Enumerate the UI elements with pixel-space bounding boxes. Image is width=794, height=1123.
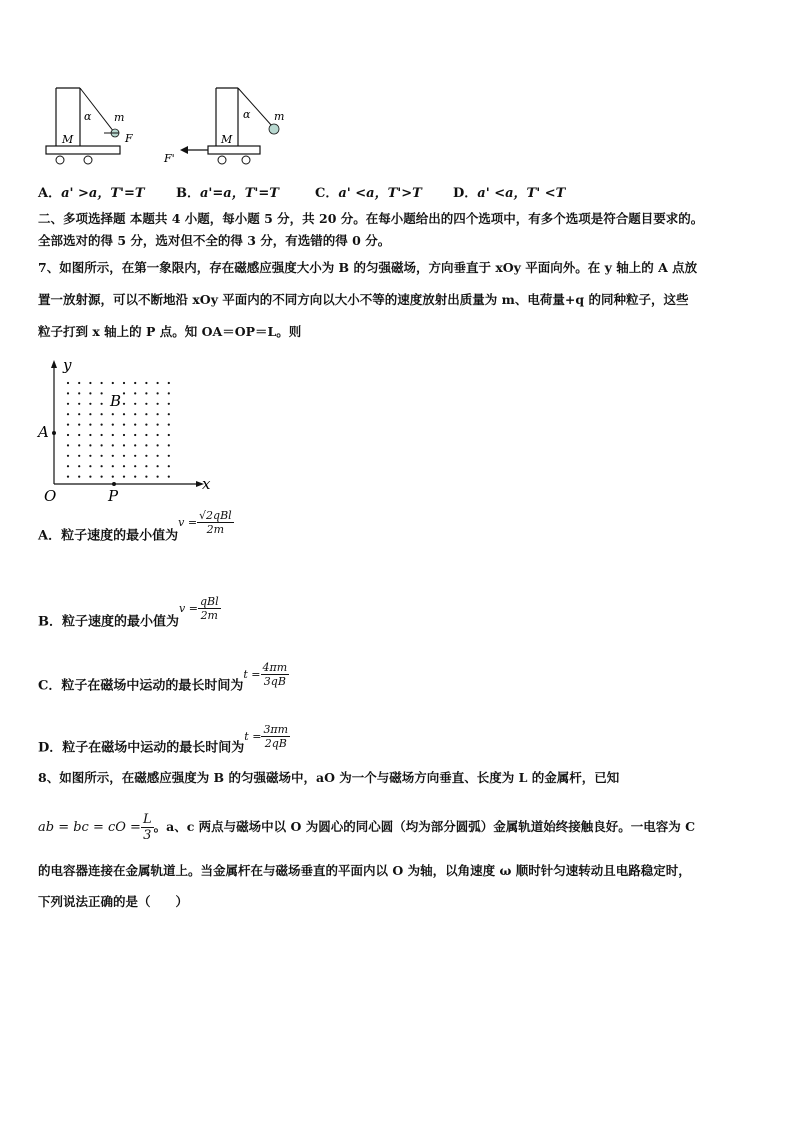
q8-stem-line3: 的电容器连接在金属轨道上。当金属杆在与磁场垂直的平面内以 O 为轴，以角速度 ω 顺时针匀速转动且电路稳定时，	[38, 863, 691, 878]
left-m-label: m	[114, 111, 125, 124]
field-dot	[101, 465, 103, 467]
field-dot	[157, 476, 159, 478]
field-dot	[101, 403, 103, 405]
field-dot	[67, 413, 69, 415]
q7-option-b[interactable]: B．粒子速度的最小值为 v = $\frac{\text{qBl}}{2m}$	[38, 595, 219, 630]
field-dot	[78, 424, 80, 426]
q6-option-b[interactable]: B．a'=a，T'=T	[176, 186, 279, 201]
field-dot	[145, 476, 147, 478]
field-dot	[78, 476, 80, 478]
left-F-label: F	[125, 132, 133, 145]
field-dot	[89, 455, 91, 457]
field-dot	[101, 476, 103, 478]
origin-label: O	[44, 487, 57, 504]
q7a-lhs: v =	[178, 515, 198, 529]
field-dot	[101, 434, 103, 436]
field-dot	[89, 382, 91, 384]
field-dot	[134, 392, 136, 394]
q7-stem-line3: 粒子打到 x 轴上的 P 点。知 OA＝OP＝L。则	[38, 324, 302, 339]
left-cart-diagram	[46, 88, 133, 164]
y-axis-label: y	[63, 356, 72, 374]
q7c-numerator: 4πm	[262, 661, 288, 674]
field-dot	[157, 424, 159, 426]
field-dot	[134, 382, 136, 384]
q7d-lhs: t =	[244, 729, 262, 743]
right-M-label: M	[221, 133, 233, 146]
field-dot	[134, 434, 136, 436]
field-dot	[157, 444, 159, 446]
field-dot	[157, 465, 159, 467]
q7d-denominator: 2qB	[264, 737, 287, 750]
field-dot	[168, 382, 170, 384]
field-dot	[78, 444, 80, 446]
field-dot	[168, 403, 170, 405]
field-dot	[168, 465, 170, 467]
field-dot	[134, 476, 136, 478]
field-dot	[112, 413, 114, 415]
field-dot	[112, 382, 114, 384]
q7d-numerator: 3πm	[263, 723, 289, 736]
field-dot	[78, 465, 80, 467]
field-dot	[145, 465, 147, 467]
field-dot	[78, 403, 80, 405]
field-dot	[89, 413, 91, 415]
field-dot	[78, 455, 80, 457]
q7c-lhs: t =	[243, 667, 261, 681]
field-dot	[78, 382, 80, 384]
field-dot	[89, 392, 91, 394]
right-cart-diagram	[163, 88, 284, 165]
field-dot	[157, 413, 159, 415]
q7c-denominator: 3qB	[263, 675, 286, 688]
field-dot	[145, 455, 147, 457]
field-dot	[112, 434, 114, 436]
field-dot	[134, 465, 136, 467]
field-dot	[101, 455, 103, 457]
section2-instructions-line1: 二、多项选择题 本题共 4 小题，每小题 5 分，共 20 分。在每小题给出的四个选项中，有多个选项是符合题目要求的。	[38, 211, 704, 226]
field-dot	[123, 476, 125, 478]
field-dot	[123, 434, 125, 436]
field-dot	[101, 382, 103, 384]
left-alpha-label: α	[84, 110, 92, 123]
field-dot	[89, 444, 91, 446]
q7-option-a[interactable]: A．粒子速度的最小值为 v = $\frac{\text{√2qBl}}{2m}$	[38, 509, 232, 544]
field-dot	[89, 465, 91, 467]
field-dot	[101, 424, 103, 426]
q7-stem-line2: 置一放射源，可以不断地沿 xOy 平面内的不同方向以大小不等的速度放射出质量为 m、电荷量+q 的同种粒子，这些	[38, 292, 689, 307]
field-dot	[168, 444, 170, 446]
field-dot	[168, 434, 170, 436]
point-a-label: A	[38, 423, 49, 441]
left-M-label: M	[62, 133, 74, 146]
field-dot	[145, 444, 147, 446]
field-dot	[67, 455, 69, 457]
field-dot	[89, 434, 91, 436]
field-dot	[67, 392, 69, 394]
field-dot	[145, 403, 147, 405]
field-dot	[134, 455, 136, 457]
field-dot	[112, 444, 114, 446]
field-b-label: B	[110, 392, 122, 410]
field-dot	[67, 476, 69, 478]
q7-option-d[interactable]: D．粒子在磁场中运动的最长时间为 t = $\frac{3\pi m}{2qB}$	[38, 723, 289, 756]
field-dot	[123, 392, 125, 394]
field-dot	[145, 434, 147, 436]
q6-option-d[interactable]: D．a' <a，T' <T	[453, 186, 566, 201]
field-dot	[145, 382, 147, 384]
point-p-label: P	[108, 487, 119, 504]
q8-stem-line4: 下列说法正确的是（ ）	[38, 894, 189, 909]
field-dot	[145, 424, 147, 426]
field-dot	[134, 413, 136, 415]
field-dot	[134, 424, 136, 426]
q7a-numerator: √2qBl	[199, 509, 232, 522]
q7-stem-line1: 7、如图所示，在第一象限内，存在磁感应强度大小为 B 的匀强磁场，方向垂直于 xOy 平面向外。在 y 轴上的 A 点放	[38, 260, 698, 275]
field-dot	[67, 434, 69, 436]
q7b-lhs: v =	[179, 601, 198, 615]
right-m-label: m	[274, 110, 285, 123]
field-dot	[123, 465, 125, 467]
field-dot	[101, 392, 103, 394]
field-dot	[89, 476, 91, 478]
field-dot	[67, 382, 69, 384]
field-dot	[157, 392, 159, 394]
field-dot	[168, 413, 170, 415]
field-dot	[134, 444, 136, 446]
field-dot	[101, 444, 103, 446]
field-dot	[78, 434, 80, 436]
field-dot	[78, 413, 80, 415]
field-dot	[67, 465, 69, 467]
field-dot	[168, 424, 170, 426]
field-dot	[123, 424, 125, 426]
q7b-denominator: 2m	[200, 609, 218, 622]
field-dot	[67, 444, 69, 446]
x-axis-label: x	[202, 475, 211, 493]
q8-stem-line1: 8、如图所示，在磁感应强度为 B 的匀强磁场中，aO 为一个与磁场方向垂直、长度为 L 的金属杆，已知	[38, 770, 620, 785]
field-dot	[123, 444, 125, 446]
field-dot	[89, 424, 91, 426]
q8-stem-line2	[38, 812, 695, 843]
field-dot	[78, 392, 80, 394]
field-dot	[145, 392, 147, 394]
magnetic-field-figure	[36, 352, 226, 504]
field-dot	[67, 403, 69, 405]
field-dot	[157, 455, 159, 457]
field-dot	[168, 476, 170, 478]
field-dot	[168, 455, 170, 457]
field-dot	[89, 403, 91, 405]
field-dot	[157, 382, 159, 384]
field-dot	[157, 403, 159, 405]
field-dot	[123, 413, 125, 415]
field-dot	[112, 424, 114, 426]
q6-option-a[interactable]: A．a' >a，T'=T	[38, 186, 145, 201]
q8-stem-line2-rest: 。a、c 两点与磁场中以 O 为圆心的同心圆（均为部分圆弧）金属轨道始终接触良好。一电容为 C	[153, 819, 696, 834]
field-dot	[134, 403, 136, 405]
q7a-denominator: 2m	[206, 523, 225, 536]
field-dot	[123, 382, 125, 384]
q8-eq-numerator: L	[142, 812, 152, 827]
field-dot	[101, 413, 103, 415]
q7-option-c[interactable]: C．粒子在磁场中运动的最长时间为 t = $\frac{4\pi m}{3qB}$	[38, 661, 288, 694]
q8-eq-lhs: ab = bc = cO =	[38, 819, 141, 835]
field-dot	[123, 455, 125, 457]
right-F-label: F'	[164, 152, 175, 165]
section2-instructions-line2: 全部选对的得 5 分，选对但不全的得 3 分，有选错的得 0 分。	[38, 233, 391, 248]
field-dot	[112, 476, 114, 478]
q8-eq-denominator: 3	[143, 828, 152, 843]
field-dot	[123, 403, 125, 405]
field-dot	[168, 392, 170, 394]
q7b-numerator: qBl	[199, 595, 219, 608]
field-dot	[145, 413, 147, 415]
pendulum-cart-figure	[40, 80, 300, 170]
field-dot	[112, 465, 114, 467]
q6-option-c[interactable]: C．a' <a，T'>T	[315, 186, 422, 201]
field-dot	[67, 424, 69, 426]
field-dot	[157, 434, 159, 436]
field-dot	[112, 455, 114, 457]
right-alpha-label: α	[243, 108, 251, 121]
